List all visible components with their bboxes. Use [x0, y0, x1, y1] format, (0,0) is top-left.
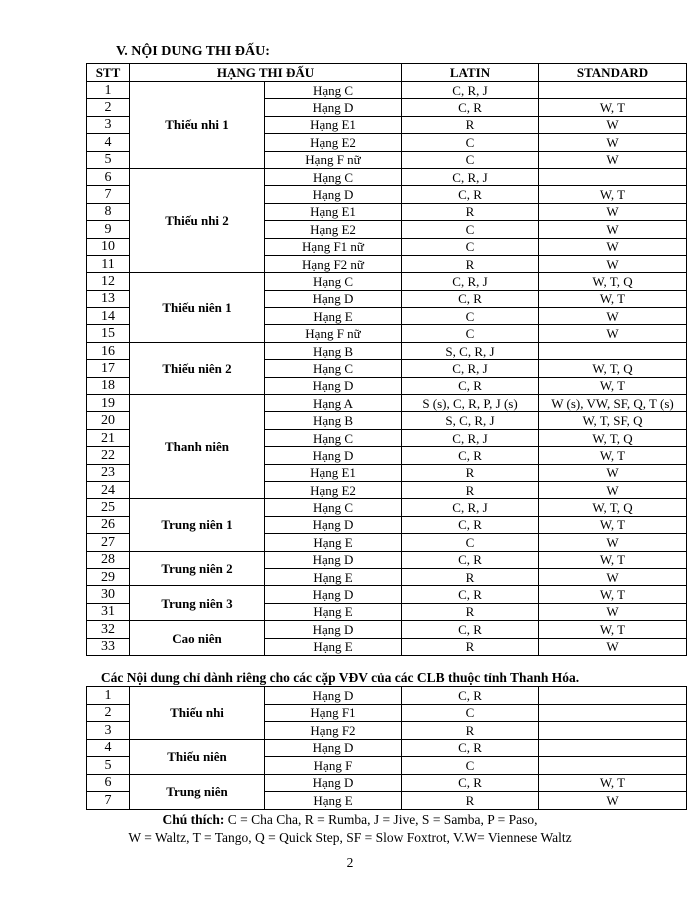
- stt-cell: 12: [87, 273, 130, 290]
- hang-cell: Hạng D: [265, 586, 402, 603]
- hang-cell: Hạng D: [265, 739, 402, 757]
- latin-cell: C: [402, 308, 539, 325]
- table-row: [87, 395, 687, 412]
- latin-cell: R: [402, 722, 539, 740]
- hang-cell: Hạng F2 nữ: [265, 255, 402, 272]
- stt-cell: 5: [87, 151, 130, 168]
- standard-cell: [539, 687, 687, 705]
- group-name-cell: Trung niên 1: [130, 499, 265, 551]
- latin-cell: C, R: [402, 516, 539, 533]
- stt-cell: 30: [87, 586, 130, 603]
- hang-cell: Hạng C: [265, 499, 402, 516]
- stt-cell: 10: [87, 238, 130, 255]
- hang-cell: Hạng F1: [265, 704, 402, 722]
- standard-cell: W, T: [539, 516, 687, 533]
- stt-cell: 4: [87, 739, 130, 757]
- standard-cell: W, T, Q: [539, 360, 687, 377]
- standard-cell: W: [539, 481, 687, 498]
- group-name-cell: Thiếu niên 1: [130, 273, 265, 343]
- hang-cell: Hạng E: [265, 308, 402, 325]
- table-header-row: [87, 64, 687, 82]
- latin-cell: C, R: [402, 377, 539, 394]
- table-row: [87, 621, 687, 638]
- stt-cell: 1: [87, 687, 130, 705]
- standard-cell: W: [539, 255, 687, 272]
- latin-cell: C, R: [402, 621, 539, 638]
- stt-cell: 19: [87, 395, 130, 412]
- standard-cell: W, T: [539, 186, 687, 203]
- standard-cell: W, T: [539, 774, 687, 792]
- hang-cell: Hạng C: [265, 82, 402, 99]
- stt-cell: 21: [87, 429, 130, 446]
- standard-cell: W: [539, 203, 687, 220]
- latin-cell: R: [402, 603, 539, 620]
- hang-cell: Hạng F nữ: [265, 325, 402, 342]
- latin-cell: R: [402, 568, 539, 585]
- table-row: [87, 82, 687, 99]
- group-name-cell: Thanh niên: [130, 395, 265, 499]
- hang-cell: Hạng E2: [265, 134, 402, 151]
- hang-cell: Hạng A: [265, 395, 402, 412]
- stt-cell: 3: [87, 722, 130, 740]
- standard-cell: W: [539, 238, 687, 255]
- group-name-cell: Thiếu nhi 2: [130, 168, 265, 272]
- standard-cell: [539, 739, 687, 757]
- stt-cell: 15: [87, 325, 130, 342]
- legend-text-1: C = Cha Cha, R = Rumba, J = Jive, S = Samba, P = Paso,: [224, 812, 538, 827]
- stt-cell: 4: [87, 134, 130, 151]
- latin-cell: C, R: [402, 586, 539, 603]
- hang-cell: Hạng F nữ: [265, 151, 402, 168]
- hang-cell: Hạng D: [265, 774, 402, 792]
- hang-cell: Hạng E: [265, 792, 402, 810]
- group-name-cell: Thiếu niên: [130, 739, 265, 774]
- group-name-cell: Thiếu niên 2: [130, 342, 265, 394]
- group-name-cell: Thiếu nhi 1: [130, 82, 265, 169]
- latin-cell: R: [402, 203, 539, 220]
- stt-cell: 29: [87, 568, 130, 585]
- standard-cell: W: [539, 308, 687, 325]
- hang-cell: Hạng C: [265, 168, 402, 185]
- standard-cell: W: [539, 464, 687, 481]
- standard-cell: W, T, SF, Q: [539, 412, 687, 429]
- latin-cell: C: [402, 151, 539, 168]
- hang-cell: Hạng D: [265, 621, 402, 638]
- latin-cell: C, R, J: [402, 429, 539, 446]
- standard-cell: W: [539, 134, 687, 151]
- hang-cell: Hạng D: [265, 687, 402, 705]
- hang-cell: Hạng E1: [265, 116, 402, 133]
- stt-cell: 7: [87, 792, 130, 810]
- table-row: [87, 586, 687, 603]
- latin-cell: R: [402, 792, 539, 810]
- hang-cell: Hạng D: [265, 186, 402, 203]
- section-note: Các Nội dung chỉ dành riêng cho các cặp VĐV của các CLB thuộc tỉnh Thanh Hóa.: [100, 670, 580, 685]
- table-row: [87, 687, 687, 705]
- standard-cell: W, T: [539, 586, 687, 603]
- standard-cell: W, T: [539, 377, 687, 394]
- latin-cell: C, R: [402, 447, 539, 464]
- latin-cell: C: [402, 704, 539, 722]
- latin-cell: C, R: [402, 99, 539, 116]
- stt-cell: 3: [87, 116, 130, 133]
- stt-cell: 18: [87, 377, 130, 394]
- local-clubs-table: [86, 686, 687, 810]
- stt-cell: 16: [87, 342, 130, 359]
- group-name-cell: Trung niên: [130, 774, 265, 809]
- standard-cell: [539, 168, 687, 185]
- stt-cell: 33: [87, 638, 130, 655]
- group-name-cell: Trung niên 2: [130, 551, 265, 586]
- standard-cell: W (s), VW, SF, Q, T (s): [539, 395, 687, 412]
- hang-cell: Hạng E1: [265, 464, 402, 481]
- hang-cell: Hạng F: [265, 757, 402, 775]
- stt-cell: 32: [87, 621, 130, 638]
- hang-cell: Hạng F1 nữ: [265, 238, 402, 255]
- standard-cell: W: [539, 568, 687, 585]
- standard-cell: [539, 342, 687, 359]
- standard-cell: W: [539, 792, 687, 810]
- latin-cell: S (s), C, R, P, J (s): [402, 395, 539, 412]
- hang-cell: Hạng C: [265, 273, 402, 290]
- stt-cell: 14: [87, 308, 130, 325]
- latin-cell: C, R: [402, 551, 539, 568]
- latin-cell: C, R, J: [402, 168, 539, 185]
- standard-cell: W, T: [539, 290, 687, 307]
- stt-cell: 11: [87, 255, 130, 272]
- table-row: [87, 168, 687, 185]
- standard-cell: W, T: [539, 621, 687, 638]
- latin-cell: C, R, J: [402, 82, 539, 99]
- standard-cell: W: [539, 116, 687, 133]
- table-row: [87, 774, 687, 792]
- legend-line-2: W = Waltz, T = Tango, Q = Quick Step, SF = Slow Foxtrot, V.W= Viennese Waltz: [128, 830, 572, 845]
- hang-cell: Hạng D: [265, 290, 402, 307]
- stt-cell: 28: [87, 551, 130, 568]
- stt-cell: 2: [87, 99, 130, 116]
- stt-cell: 2: [87, 704, 130, 722]
- table-row: [87, 342, 687, 359]
- latin-cell: S, C, R, J: [402, 412, 539, 429]
- group-name-cell: Trung niên 3: [130, 586, 265, 621]
- latin-cell: C, R: [402, 774, 539, 792]
- hang-cell: Hạng E: [265, 638, 402, 655]
- header-standard: STANDARD: [539, 64, 687, 82]
- table-row: [87, 273, 687, 290]
- hang-cell: Hạng C: [265, 429, 402, 446]
- stt-cell: 24: [87, 481, 130, 498]
- hang-cell: Hạng C: [265, 360, 402, 377]
- stt-cell: 8: [87, 203, 130, 220]
- hang-cell: Hạng E2: [265, 481, 402, 498]
- stt-cell: 6: [87, 168, 130, 185]
- latin-cell: R: [402, 116, 539, 133]
- hang-cell: Hạng E2: [265, 221, 402, 238]
- header-hang: HẠNG THI ĐẤU: [130, 64, 402, 82]
- stt-cell: 6: [87, 774, 130, 792]
- latin-cell: C: [402, 757, 539, 775]
- table-row: [87, 499, 687, 516]
- stt-cell: 1: [87, 82, 130, 99]
- hang-cell: Hạng B: [265, 412, 402, 429]
- latin-cell: C, R: [402, 739, 539, 757]
- latin-cell: C, R: [402, 687, 539, 705]
- table-row: [87, 551, 687, 568]
- standard-cell: W: [539, 638, 687, 655]
- hang-cell: Hạng E: [265, 603, 402, 620]
- standard-cell: W, T: [539, 551, 687, 568]
- table-row: [87, 739, 687, 757]
- stt-cell: 5: [87, 757, 130, 775]
- standard-cell: W, T, Q: [539, 499, 687, 516]
- standard-cell: W: [539, 221, 687, 238]
- hang-cell: Hạng D: [265, 99, 402, 116]
- hang-cell: Hạng D: [265, 377, 402, 394]
- stt-cell: 9: [87, 221, 130, 238]
- latin-cell: C, R: [402, 186, 539, 203]
- standard-cell: [539, 757, 687, 775]
- hang-cell: Hạng D: [265, 516, 402, 533]
- latin-cell: C: [402, 134, 539, 151]
- latin-cell: C: [402, 534, 539, 551]
- group-name-cell: Thiếu nhi: [130, 687, 265, 740]
- stt-cell: 27: [87, 534, 130, 551]
- header-stt: STT: [87, 64, 130, 82]
- standard-cell: W, T, Q: [539, 429, 687, 446]
- stt-cell: 17: [87, 360, 130, 377]
- latin-cell: C: [402, 238, 539, 255]
- hang-cell: Hạng F2: [265, 722, 402, 740]
- standard-cell: [539, 82, 687, 99]
- latin-cell: C, R: [402, 290, 539, 307]
- standard-cell: W: [539, 151, 687, 168]
- standard-cell: [539, 704, 687, 722]
- stt-cell: 25: [87, 499, 130, 516]
- latin-cell: S, C, R, J: [402, 342, 539, 359]
- legend-label: Chú thích:: [162, 812, 225, 827]
- latin-cell: C, R, J: [402, 360, 539, 377]
- legend-line-1: [0, 812, 700, 828]
- latin-cell: C, R, J: [402, 273, 539, 290]
- standard-cell: W: [539, 534, 687, 551]
- standard-cell: [539, 722, 687, 740]
- standard-cell: W: [539, 325, 687, 342]
- standard-cell: W, T: [539, 447, 687, 464]
- latin-cell: R: [402, 481, 539, 498]
- hang-cell: Hạng E1: [265, 203, 402, 220]
- hang-cell: Hạng B: [265, 342, 402, 359]
- stt-cell: 26: [87, 516, 130, 533]
- latin-cell: C: [402, 325, 539, 342]
- standard-cell: W, T, Q: [539, 273, 687, 290]
- latin-cell: C: [402, 221, 539, 238]
- competition-table: [86, 63, 687, 656]
- stt-cell: 31: [87, 603, 130, 620]
- hang-cell: Hạng E: [265, 534, 402, 551]
- stt-cell: 22: [87, 447, 130, 464]
- standard-cell: W: [539, 603, 687, 620]
- latin-cell: C, R, J: [402, 499, 539, 516]
- hang-cell: Hạng D: [265, 551, 402, 568]
- latin-cell: R: [402, 638, 539, 655]
- section-heading: V. NỘI DUNG THI ĐẤU:: [116, 44, 270, 59]
- latin-cell: R: [402, 464, 539, 481]
- stt-cell: 13: [87, 290, 130, 307]
- page-number: 2: [346, 855, 354, 870]
- group-name-cell: Cao niên: [130, 621, 265, 656]
- hang-cell: Hạng E: [265, 568, 402, 585]
- stt-cell: 7: [87, 186, 130, 203]
- hang-cell: Hạng D: [265, 447, 402, 464]
- stt-cell: 20: [87, 412, 130, 429]
- stt-cell: 23: [87, 464, 130, 481]
- standard-cell: W, T: [539, 99, 687, 116]
- header-latin: LATIN: [402, 64, 539, 82]
- latin-cell: R: [402, 255, 539, 272]
